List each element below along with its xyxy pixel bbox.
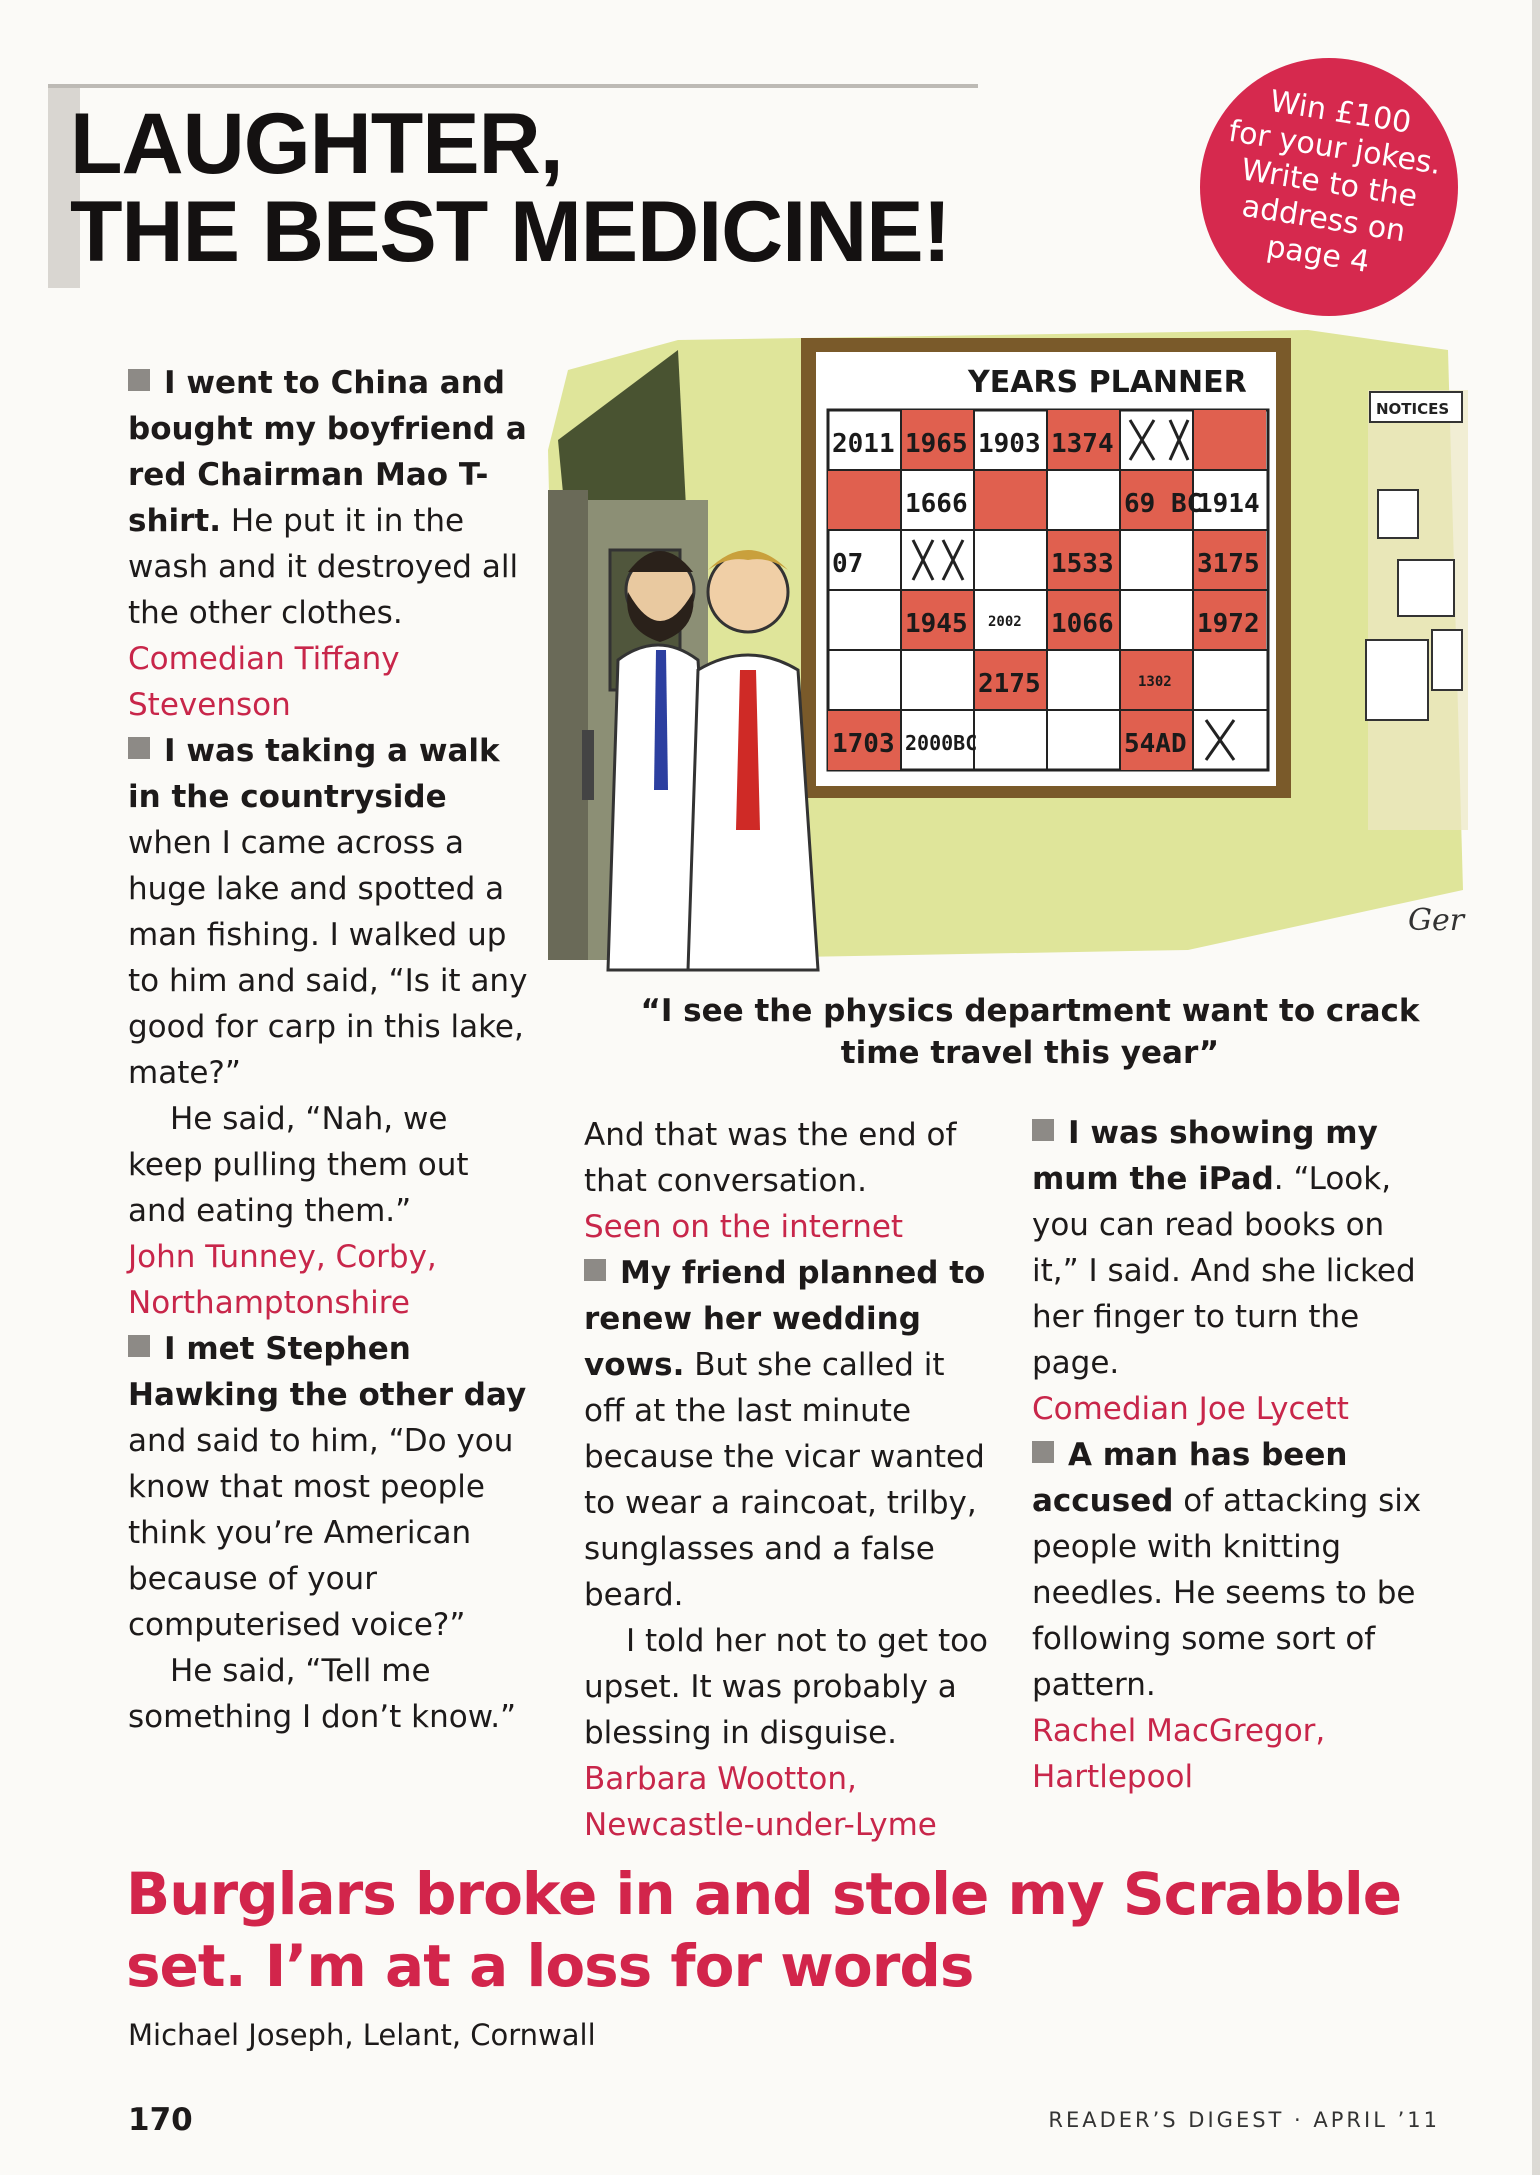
planner-cell: 69 BC bbox=[1124, 489, 1203, 519]
joke-body: . “Look, you can read books on it,” I said. And she licked her finger to turn the page. bbox=[1032, 1161, 1416, 1381]
headline-rule bbox=[48, 84, 978, 88]
joke-credit: Barbara Wootton, Newcastle-under-Lyme bbox=[584, 1761, 937, 1843]
planner-cell: 1066 bbox=[1051, 609, 1114, 639]
page-number: 170 bbox=[128, 2102, 193, 2138]
scan-gutter bbox=[1532, 0, 1540, 2175]
running-footer: READER’S DIGEST · APRIL ’11 bbox=[1048, 2108, 1440, 2132]
door-handle bbox=[582, 730, 594, 800]
featured-joke-credit: Michael Joseph, Lelant, Cornwall bbox=[128, 2018, 596, 2052]
planner-cell: 54AD bbox=[1124, 729, 1187, 759]
planner-cell: 1972 bbox=[1197, 609, 1260, 639]
board-title: YEARS PLANNER bbox=[968, 365, 1247, 400]
prize-badge-text: Win £100 for your jokes. Write to the address on page 4 bbox=[1226, 83, 1444, 281]
joke-paragraph: He said, “Nah, we keep pulling them out and eating them.” bbox=[128, 1101, 469, 1229]
joke-paragraph: I told her not to get too upset. It was probably a blessing in disguise. bbox=[584, 1623, 989, 1751]
bullet-square-icon bbox=[1032, 1441, 1054, 1463]
joke-knitting bbox=[1032, 1432, 1432, 1800]
headline-block bbox=[48, 80, 978, 290]
notices-label: NOTICES bbox=[1376, 400, 1450, 418]
cartoon-illustration bbox=[548, 330, 1468, 980]
notice-paper bbox=[1432, 630, 1462, 690]
joke-lead: I went to China and bought my boyfriend a red Chairman Mao T-shirt. bbox=[128, 365, 527, 539]
joke-credit: Rachel MacGregor, Hartlepool bbox=[1032, 1713, 1326, 1795]
joke-continuation: And that was the end of that conversation. bbox=[584, 1117, 957, 1199]
planner-cell: 1666 bbox=[905, 489, 968, 519]
joke-credit-wrap bbox=[584, 1756, 994, 1848]
column-left bbox=[128, 360, 528, 1740]
joke-lead: I met Stephen Hawking the other day bbox=[128, 1331, 527, 1413]
joke-vows bbox=[584, 1250, 994, 1618]
notice-paper bbox=[1378, 490, 1418, 538]
cartoon-caption: “I see the physics department want to crack time travel this year” bbox=[640, 993, 1420, 1071]
joke-body: of attacking six people with knitting needles. He seems to be following some sort of pattern. bbox=[1032, 1483, 1422, 1703]
cartoonist-signature: Ger bbox=[1408, 903, 1465, 938]
joke-china bbox=[128, 360, 528, 728]
joke-lead: A man has been accused bbox=[1032, 1437, 1348, 1519]
notice-paper bbox=[1398, 560, 1454, 616]
joke-body: and said to him, “Do you know that most people think you’re American because of your computerised voice?” bbox=[128, 1423, 514, 1643]
featured-joke: Burglars broke in and stole my Scrabble set. I’m at a loss for words bbox=[126, 1860, 1402, 2000]
joke-body: But she called it off at the last minute because the vicar wanted to wear a raincoat, trilby, sunglasses and a false beard. bbox=[584, 1347, 985, 1613]
joke-credit: Comedian Tiffany Stevenson bbox=[128, 641, 400, 723]
door-frame bbox=[548, 490, 588, 960]
joke-credit-wrap bbox=[128, 1234, 528, 1326]
bullet-square-icon bbox=[128, 1335, 150, 1357]
joke-lead: I was showing my mum the iPad bbox=[1032, 1115, 1378, 1197]
planner-cell: 2175 bbox=[978, 669, 1041, 699]
joke-paragraph: He said, “Tell me something I don’t know.” bbox=[128, 1653, 517, 1735]
joke-carp bbox=[128, 728, 528, 1096]
joke-body: He put it in the wash and it destroyed all the other clothes. bbox=[128, 503, 519, 631]
planner-cell: 1703 bbox=[832, 729, 895, 759]
page-title: LAUGHTER, THE BEST MEDICINE! bbox=[70, 96, 951, 280]
planner-cell: 1914 bbox=[1197, 489, 1260, 519]
joke-lead: I was taking a walk in the countryside bbox=[128, 733, 500, 815]
bullet-square-icon bbox=[128, 737, 150, 759]
joke-credit: John Tunney, Corby, Northamptonshire bbox=[128, 1239, 437, 1321]
planner-cell: 1945 bbox=[905, 609, 968, 639]
planner-cell: 1533 bbox=[1051, 549, 1114, 579]
joke-credit: Comedian Joe Lycett bbox=[1032, 1391, 1349, 1427]
bullet-square-icon bbox=[584, 1259, 606, 1281]
planner-cell: 1903 bbox=[978, 429, 1041, 459]
column-middle bbox=[584, 1112, 994, 1848]
joke-lead: My friend planned to renew her wedding vows. bbox=[584, 1255, 986, 1383]
planner-cell: 07 bbox=[832, 549, 864, 579]
notice-paper bbox=[1366, 640, 1428, 720]
bullet-square-icon bbox=[1032, 1119, 1054, 1141]
planner-cell: 2002 bbox=[988, 614, 1022, 630]
planner-cell: 1302 bbox=[1138, 674, 1172, 690]
joke-hawking bbox=[128, 1326, 528, 1648]
planner-cell: 3175 bbox=[1197, 549, 1260, 579]
joke-body: when I came across a huge lake and spotted a man fishing. I walked up to him and said, “Is it any good for carp in this lake, mate?” bbox=[128, 825, 528, 1091]
bullet-square-icon bbox=[128, 369, 150, 391]
joke-credit-wrap bbox=[584, 1204, 994, 1250]
prize-badge bbox=[1200, 58, 1458, 316]
joke-credit: Seen on the internet bbox=[584, 1209, 904, 1245]
planner-cell: 1965 bbox=[905, 429, 968, 459]
planner-cell: 2011 bbox=[832, 429, 895, 459]
joke-ipad bbox=[1032, 1110, 1432, 1432]
planner-cell: 2000BC bbox=[905, 731, 978, 755]
column-right bbox=[1032, 1110, 1432, 1800]
planner-cell: 1374 bbox=[1051, 429, 1114, 459]
